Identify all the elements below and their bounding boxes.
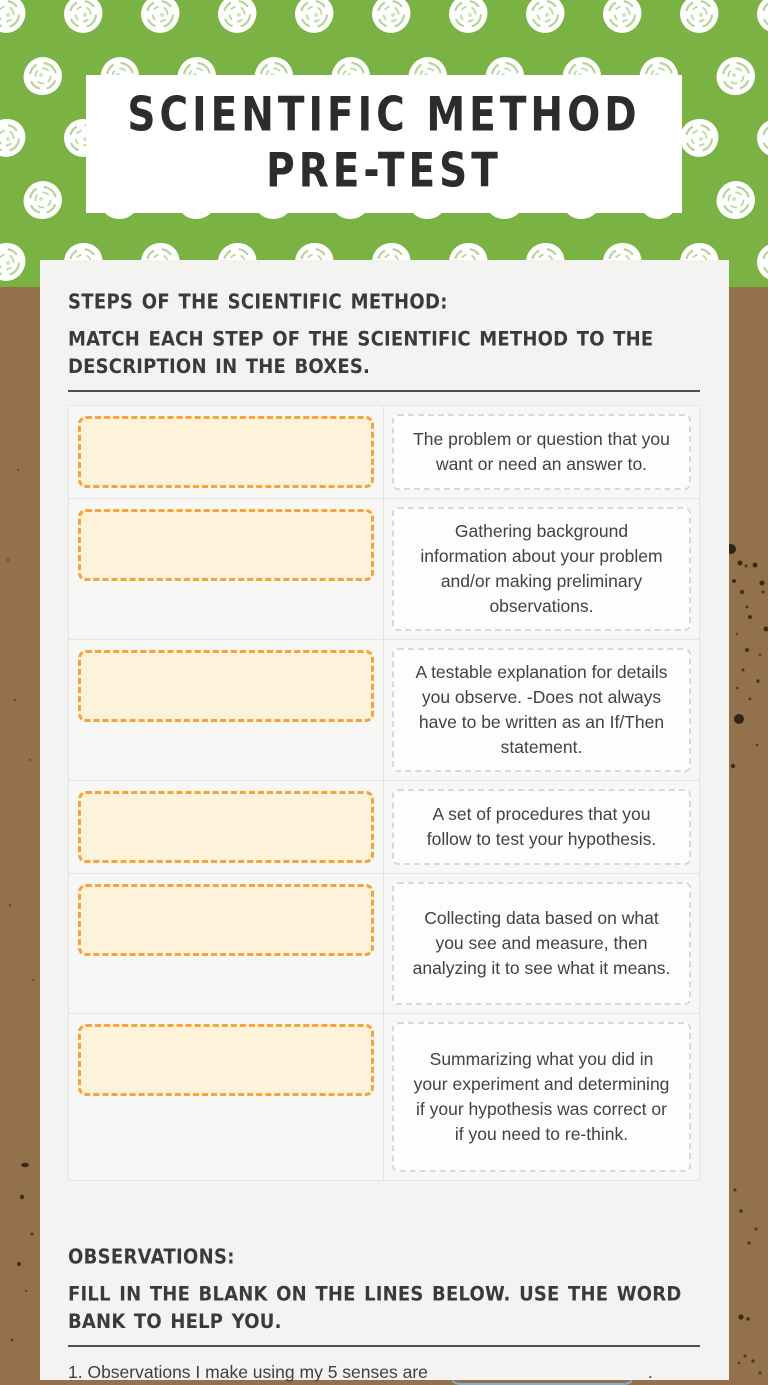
question-text: 1. Observations I make using my 5 senses are	[68, 1359, 428, 1385]
description-cell	[384, 499, 699, 639]
answer-drop-zone-4[interactable]	[78, 791, 374, 863]
page-title-line-1: SCIENTIFIC METHOD	[127, 82, 640, 150]
answer-cell	[69, 1014, 384, 1180]
description-cell	[384, 1014, 699, 1180]
table-row	[69, 780, 699, 873]
description-card-6: Summarizing what you did in your experiment and determining if your hypothesis was correct or if you need to re-think.	[392, 1022, 691, 1172]
description-card-2: Gathering background information about your problem and/or making preliminary observations.	[392, 507, 691, 631]
observations-heading: OBSERVATIONS:	[68, 1243, 700, 1272]
answer-drop-zone-2[interactable]	[78, 509, 374, 581]
section-divider	[68, 390, 700, 392]
answer-drop-zone-3[interactable]	[78, 650, 374, 722]
worksheet-title-box	[86, 75, 682, 213]
description-card-3: A testable explanation for details you observe. -Does not always have to be written as an If/Then statement.	[392, 648, 691, 772]
description-cell	[384, 406, 699, 498]
answer-drop-zone-6[interactable]	[78, 1024, 374, 1096]
worksheet-card	[40, 260, 729, 1380]
table-row	[69, 498, 699, 639]
answer-cell	[69, 499, 384, 639]
matching-section-instructions: MATCH EACH STEP OF THE SCIENTIFIC METHOD TO THE DESCRIPTION IN THE BOXES.	[68, 326, 700, 381]
description-card-1: The problem or question that you want or need an answer to.	[392, 414, 691, 490]
answer-cell	[69, 640, 384, 780]
answer-cell	[69, 874, 384, 1013]
observations-section	[68, 1245, 700, 1385]
table-row	[69, 1013, 699, 1180]
answer-drop-zone-5[interactable]	[78, 884, 374, 956]
table-row	[69, 639, 699, 780]
answer-cell	[69, 406, 384, 498]
description-cell	[384, 640, 699, 780]
description-card-4: A set of procedures that you follow to test your hypothesis.	[392, 789, 691, 865]
description-cell	[384, 874, 699, 1013]
answer-cell	[69, 781, 384, 873]
question-suffix: .	[648, 1359, 653, 1385]
answer-drop-zone-1[interactable]	[78, 416, 374, 488]
description-card-5: Collecting data based on what you see and measure, then analyzing it to see what it means.	[392, 882, 691, 1005]
matching-section-heading: STEPS OF THE SCIENTIFIC METHOD:	[68, 288, 700, 317]
section-divider	[68, 1345, 700, 1347]
page-title-line-2: PRE-TEST	[266, 138, 502, 206]
fill-in-question-1	[68, 1359, 700, 1385]
blank-answer-input[interactable]	[448, 1361, 636, 1385]
table-row	[69, 873, 699, 1013]
description-cell	[384, 781, 699, 873]
matching-table	[68, 405, 700, 1181]
observations-instructions: FILL IN THE BLANK ON THE LINES BELOW. USE THE WORD BANK TO HELP YOU.	[68, 1281, 700, 1336]
table-row	[69, 406, 699, 498]
